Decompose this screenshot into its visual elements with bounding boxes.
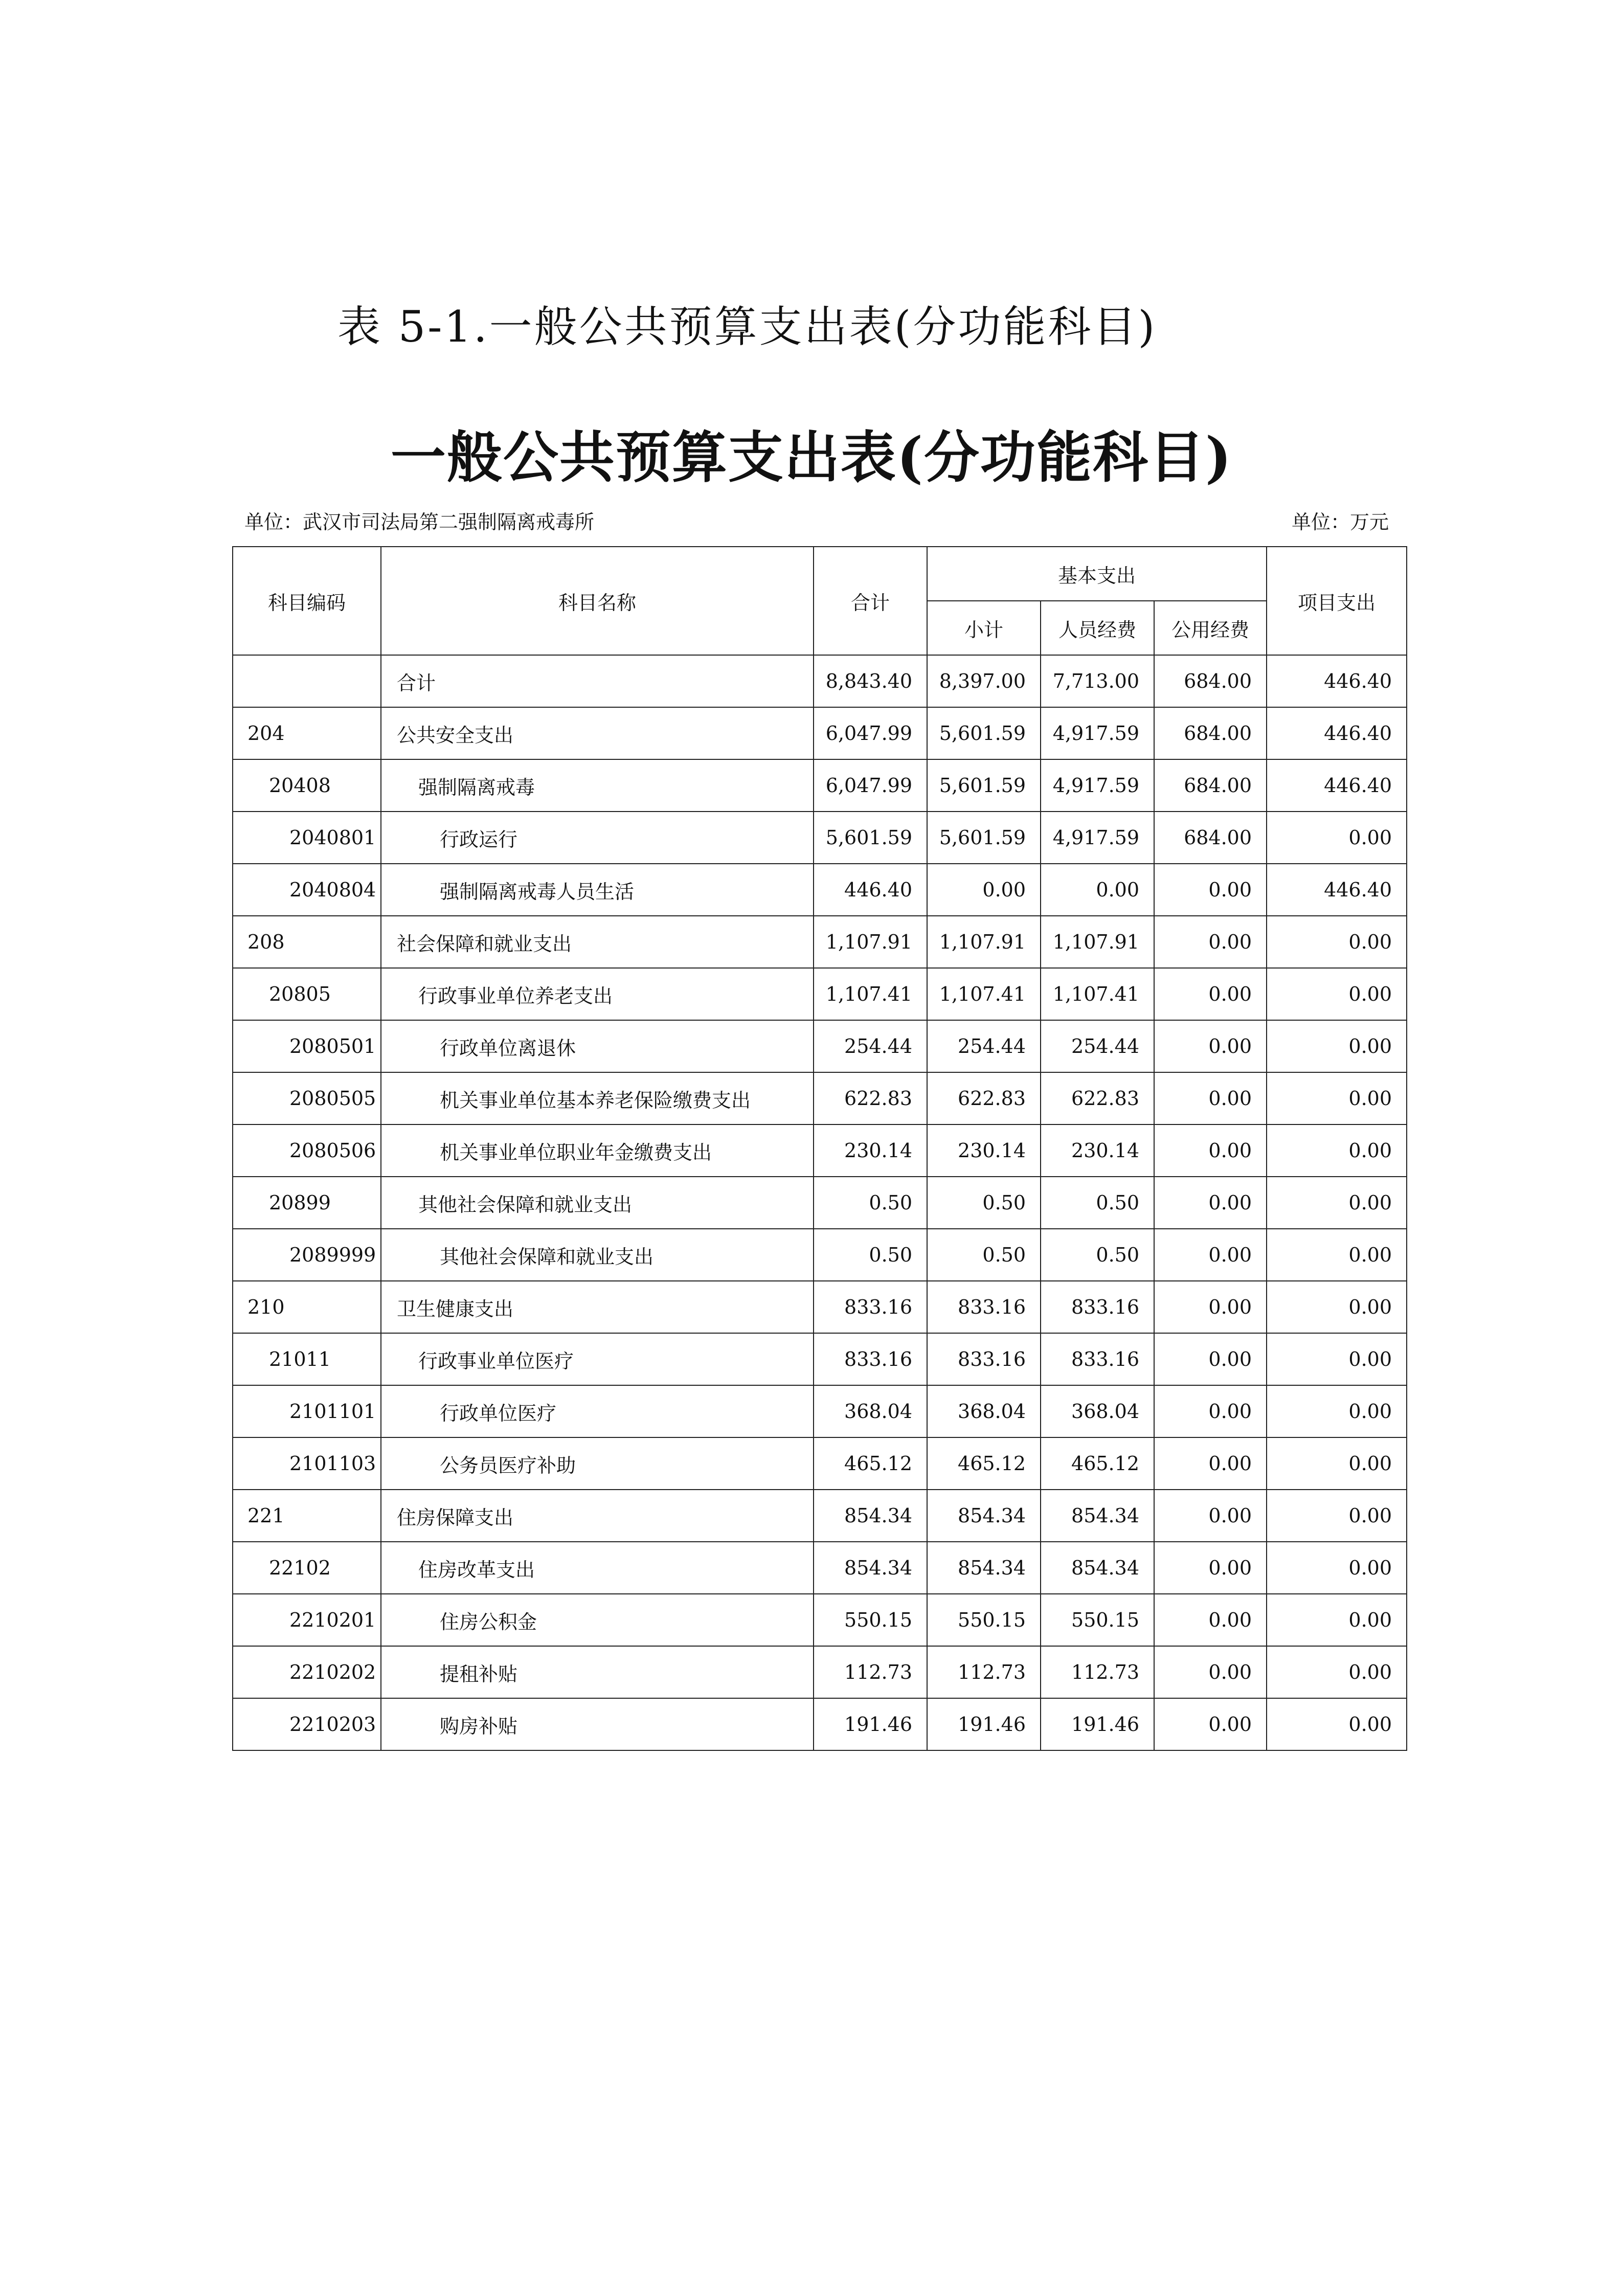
cell-project: 0.00	[1267, 812, 1407, 864]
cell-project: 0.00	[1267, 1333, 1407, 1385]
cell-project: 0.00	[1267, 1385, 1407, 1437]
cell-subtotal: 0.50	[927, 1229, 1041, 1281]
cell-public: 0.00	[1154, 1490, 1267, 1542]
cell-name: 行政运行	[381, 812, 814, 864]
table-row	[233, 1646, 1407, 1698]
cell-personnel: 7,713.00	[1041, 655, 1154, 707]
cell-subtotal: 1,107.91	[927, 916, 1041, 968]
table-row	[233, 1698, 1407, 1750]
cell-name: 公务员医疗补助	[381, 1437, 814, 1490]
cell-subtotal: 368.04	[927, 1385, 1041, 1437]
cell-code: 2210203	[233, 1698, 381, 1750]
cell-personnel: 112.73	[1041, 1646, 1154, 1698]
cell-name: 强制隔离戒毒人员生活	[381, 864, 814, 916]
header-code: 科目编码	[233, 547, 381, 655]
cell-code: 204	[233, 707, 381, 759]
cell-subtotal: 0.00	[927, 864, 1041, 916]
cell-code: 2210201	[233, 1594, 381, 1646]
cell-name: 住房改革支出	[381, 1542, 814, 1594]
cell-public: 0.00	[1154, 1646, 1267, 1698]
cell-project: 0.00	[1267, 968, 1407, 1020]
cell-total: 550.15	[814, 1594, 927, 1646]
cell-name: 行政事业单位医疗	[381, 1333, 814, 1385]
table-row	[233, 864, 1407, 916]
cell-public: 0.00	[1154, 1124, 1267, 1177]
cell-subtotal: 1,107.41	[927, 968, 1041, 1020]
header-public: 公用经费	[1154, 601, 1267, 655]
table-row	[233, 1229, 1407, 1281]
table-row	[233, 707, 1407, 759]
table-row	[233, 1490, 1407, 1542]
cell-total: 0.50	[814, 1229, 927, 1281]
cell-personnel: 833.16	[1041, 1333, 1154, 1385]
cell-code: 2040804	[233, 864, 381, 916]
cell-personnel: 550.15	[1041, 1594, 1154, 1646]
cell-public: 0.00	[1154, 1698, 1267, 1750]
cell-code: 2080506	[233, 1124, 381, 1177]
cell-total: 833.16	[814, 1281, 927, 1333]
cell-total: 1,107.41	[814, 968, 927, 1020]
cell-subtotal: 550.15	[927, 1594, 1041, 1646]
header-basic: 基本支出	[927, 547, 1267, 601]
cell-personnel: 4,917.59	[1041, 812, 1154, 864]
unit-currency: 单位：万元	[1291, 511, 1389, 533]
cell-subtotal: 833.16	[927, 1333, 1041, 1385]
cell-public: 0.00	[1154, 968, 1267, 1020]
cell-total: 465.12	[814, 1437, 927, 1490]
cell-code: 208	[233, 916, 381, 968]
cell-code: 2040801	[233, 812, 381, 864]
cell-code: 2080501	[233, 1020, 381, 1072]
cell-public: 684.00	[1154, 655, 1267, 707]
cell-total: 5,601.59	[814, 812, 927, 864]
cell-name: 其他社会保障和就业支出	[381, 1229, 814, 1281]
cell-total: 854.34	[814, 1490, 927, 1542]
cell-code: 2101101	[233, 1385, 381, 1437]
budget-table	[232, 546, 1407, 1751]
cell-public: 0.00	[1154, 1437, 1267, 1490]
cell-name: 其他社会保障和就业支出	[381, 1177, 814, 1229]
cell-total: 622.83	[814, 1072, 927, 1124]
cell-code: 2210202	[233, 1646, 381, 1698]
cell-public: 0.00	[1154, 1177, 1267, 1229]
cell-subtotal: 833.16	[927, 1281, 1041, 1333]
cell-name: 行政单位离退休	[381, 1020, 814, 1072]
header-name: 科目名称	[381, 547, 814, 655]
cell-total: 254.44	[814, 1020, 927, 1072]
cell-code: 221	[233, 1490, 381, 1542]
cell-subtotal: 854.34	[927, 1542, 1041, 1594]
page-title: 一般公共预算支出表(分功能科目)	[390, 425, 1233, 490]
table-row	[233, 812, 1407, 864]
cell-code: 20408	[233, 759, 381, 812]
cell-subtotal: 5,601.59	[927, 812, 1041, 864]
cell-personnel: 622.83	[1041, 1072, 1154, 1124]
cell-public: 0.00	[1154, 1594, 1267, 1646]
cell-project: 0.00	[1267, 1072, 1407, 1124]
cell-personnel: 1,107.91	[1041, 916, 1154, 968]
table-row	[233, 1542, 1407, 1594]
cell-project: 0.00	[1267, 1646, 1407, 1698]
cell-project: 0.00	[1267, 1124, 1407, 1177]
table-row	[233, 655, 1407, 707]
cell-personnel: 854.34	[1041, 1542, 1154, 1594]
table-row	[233, 1281, 1407, 1333]
table-row	[233, 968, 1407, 1020]
cell-subtotal: 191.46	[927, 1698, 1041, 1750]
cell-subtotal: 622.83	[927, 1072, 1041, 1124]
cell-subtotal: 8,397.00	[927, 655, 1041, 707]
cell-total: 446.40	[814, 864, 927, 916]
cell-name: 强制隔离戒毒	[381, 759, 814, 812]
cell-public: 0.00	[1154, 1020, 1267, 1072]
cell-personnel: 1,107.41	[1041, 968, 1154, 1020]
cell-total: 6,047.99	[814, 707, 927, 759]
cell-code: 2089999	[233, 1229, 381, 1281]
cell-total: 8,843.40	[814, 655, 927, 707]
cell-personnel: 230.14	[1041, 1124, 1154, 1177]
cell-project: 0.00	[1267, 1437, 1407, 1490]
cell-public: 0.00	[1154, 864, 1267, 916]
cell-public: 0.00	[1154, 1229, 1267, 1281]
cell-project: 0.00	[1267, 916, 1407, 968]
header-subtotal: 小计	[927, 601, 1041, 655]
cell-personnel: 854.34	[1041, 1490, 1154, 1542]
table-row	[233, 1124, 1407, 1177]
unit-organization: 单位：武汉市司法局第二强制隔离戒毒所	[244, 511, 595, 533]
cell-code: 20805	[233, 968, 381, 1020]
cell-code: 210	[233, 1281, 381, 1333]
cell-code	[233, 655, 381, 707]
cell-project: 0.00	[1267, 1594, 1407, 1646]
header-total: 合计	[814, 547, 927, 655]
cell-name: 机关事业单位基本养老保险缴费支出	[381, 1072, 814, 1124]
cell-project: 446.40	[1267, 707, 1407, 759]
cell-code: 2101103	[233, 1437, 381, 1490]
cell-total: 6,047.99	[814, 759, 927, 812]
cell-personnel: 4,917.59	[1041, 707, 1154, 759]
cell-public: 0.00	[1154, 1385, 1267, 1437]
cell-personnel: 0.00	[1041, 864, 1154, 916]
table-row	[233, 1177, 1407, 1229]
cell-total: 0.50	[814, 1177, 927, 1229]
cell-total: 112.73	[814, 1646, 927, 1698]
cell-code: 21011	[233, 1333, 381, 1385]
cell-name: 合计	[381, 655, 814, 707]
cell-project: 0.00	[1267, 1698, 1407, 1750]
cell-personnel: 191.46	[1041, 1698, 1154, 1750]
cell-subtotal: 112.73	[927, 1646, 1041, 1698]
cell-name: 住房公积金	[381, 1594, 814, 1646]
cell-subtotal: 0.50	[927, 1177, 1041, 1229]
cell-code: 22102	[233, 1542, 381, 1594]
cell-total: 1,107.91	[814, 916, 927, 968]
cell-subtotal: 254.44	[927, 1020, 1041, 1072]
cell-project: 0.00	[1267, 1177, 1407, 1229]
cell-public: 684.00	[1154, 812, 1267, 864]
header-personnel: 人员经费	[1041, 601, 1154, 655]
cell-name: 社会保障和就业支出	[381, 916, 814, 968]
cell-name: 住房保障支出	[381, 1490, 814, 1542]
cell-name: 行政事业单位养老支出	[381, 968, 814, 1020]
table-body	[233, 655, 1407, 1750]
cell-code: 20899	[233, 1177, 381, 1229]
cell-subtotal: 465.12	[927, 1437, 1041, 1490]
table-row	[233, 1020, 1407, 1072]
table-row	[233, 759, 1407, 812]
cell-name: 公共安全支出	[381, 707, 814, 759]
header-project: 项目支出	[1267, 547, 1407, 655]
cell-code: 2080505	[233, 1072, 381, 1124]
cell-project: 0.00	[1267, 1490, 1407, 1542]
cell-project: 0.00	[1267, 1020, 1407, 1072]
cell-project: 0.00	[1267, 1281, 1407, 1333]
cell-public: 684.00	[1154, 759, 1267, 812]
table-row	[233, 1437, 1407, 1490]
cell-subtotal: 230.14	[927, 1124, 1041, 1177]
table-header	[233, 547, 1407, 655]
cell-public: 0.00	[1154, 1333, 1267, 1385]
table-row	[233, 1333, 1407, 1385]
cell-project: 446.40	[1267, 759, 1407, 812]
cell-personnel: 254.44	[1041, 1020, 1154, 1072]
cell-public: 684.00	[1154, 707, 1267, 759]
cell-public: 0.00	[1154, 1072, 1267, 1124]
cell-personnel: 0.50	[1041, 1229, 1154, 1281]
table-row	[233, 916, 1407, 968]
cell-public: 0.00	[1154, 1281, 1267, 1333]
cell-name: 行政单位医疗	[381, 1385, 814, 1437]
cell-personnel: 465.12	[1041, 1437, 1154, 1490]
cell-personnel: 368.04	[1041, 1385, 1154, 1437]
cell-total: 368.04	[814, 1385, 927, 1437]
cell-public: 0.00	[1154, 916, 1267, 968]
table-row	[233, 1594, 1407, 1646]
cell-total: 191.46	[814, 1698, 927, 1750]
cell-subtotal: 5,601.59	[927, 707, 1041, 759]
table-row	[233, 1072, 1407, 1124]
cell-name: 卫生健康支出	[381, 1281, 814, 1333]
cell-project: 446.40	[1267, 655, 1407, 707]
table-row	[233, 1385, 1407, 1437]
cell-subtotal: 5,601.59	[927, 759, 1041, 812]
cell-public: 0.00	[1154, 1542, 1267, 1594]
cell-project: 446.40	[1267, 864, 1407, 916]
cell-total: 230.14	[814, 1124, 927, 1177]
cell-total: 833.16	[814, 1333, 927, 1385]
cell-subtotal: 854.34	[927, 1490, 1041, 1542]
cell-name: 机关事业单位职业年金缴费支出	[381, 1124, 814, 1177]
cell-total: 854.34	[814, 1542, 927, 1594]
table-caption: 表 5-1.一般公共预算支出表(分功能科目)	[337, 302, 1157, 352]
cell-name: 提租补贴	[381, 1646, 814, 1698]
cell-project: 0.00	[1267, 1542, 1407, 1594]
cell-project: 0.00	[1267, 1229, 1407, 1281]
cell-personnel: 4,917.59	[1041, 759, 1154, 812]
cell-personnel: 833.16	[1041, 1281, 1154, 1333]
cell-personnel: 0.50	[1041, 1177, 1154, 1229]
cell-name: 购房补贴	[381, 1698, 814, 1750]
